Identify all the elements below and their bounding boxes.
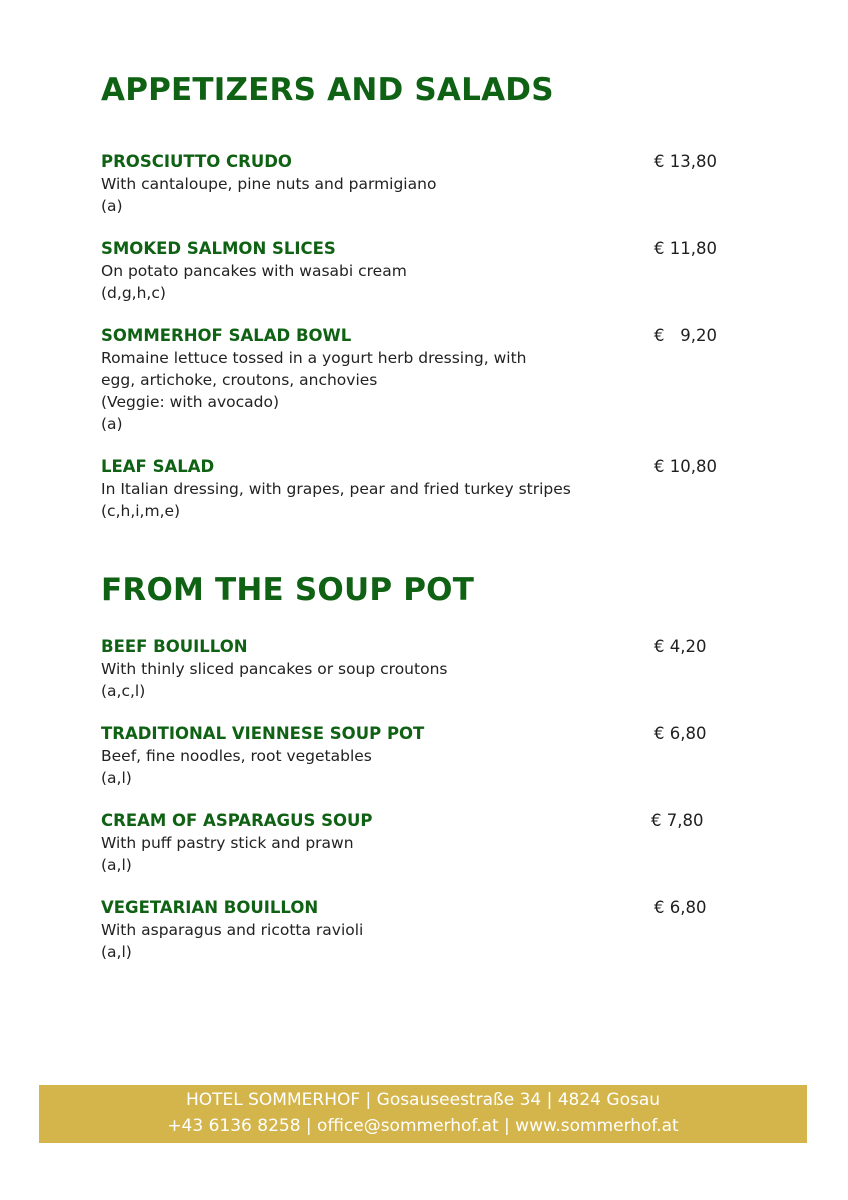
item-allergens: (a,l) bbox=[101, 943, 132, 961]
item-description: egg, artichoke, croutons, anchovies bbox=[101, 371, 378, 389]
item-veggie-note: (Veggie: with avocado) bbox=[101, 393, 280, 411]
menu-item-asparagus-soup bbox=[101, 810, 741, 876]
item-allergens: (a,l) bbox=[101, 769, 132, 787]
item-description: In Italian dressing, with grapes, pear and fried turkey stripes bbox=[101, 480, 571, 498]
item-price: € 7,80 bbox=[651, 811, 704, 830]
item-description: With puff pastry stick and prawn bbox=[101, 834, 354, 852]
item-allergens: (a,c,l) bbox=[101, 682, 146, 700]
item-allergens: (c,h,i,m,e) bbox=[101, 502, 181, 520]
footer-address: HOTEL SOMMERHOF | Gosauseestraße 34 | 4824 Gosau bbox=[185, 1090, 661, 1110]
menu-item-viennese-soup-pot bbox=[101, 723, 741, 789]
item-name: VEGETARIAN BOUILLON bbox=[101, 898, 319, 917]
item-allergens: (a,l) bbox=[101, 856, 132, 874]
menu-item-beef-bouillon bbox=[101, 636, 741, 702]
menu-item-leaf-salad bbox=[101, 456, 741, 522]
item-name: SMOKED SALMON SLICES bbox=[101, 239, 336, 258]
footer-contact: +43 6136 8258 | office@sommerhof.at | www.sommerhof.at bbox=[167, 1116, 679, 1136]
menu-item-salad-bowl bbox=[101, 325, 741, 435]
item-name: CREAM OF ASPARAGUS SOUP bbox=[101, 811, 373, 830]
menu-item-prosciutto bbox=[101, 151, 741, 217]
item-name: SOMMERHOF SALAD BOWL bbox=[101, 326, 352, 345]
item-name: LEAF SALAD bbox=[101, 457, 215, 476]
item-allergens: (a) bbox=[101, 415, 123, 433]
item-description: With cantaloupe, pine nuts and parmigiano bbox=[101, 175, 437, 193]
footer-contact-bar bbox=[39, 1085, 807, 1143]
item-name: TRADITIONAL VIENNESE SOUP POT bbox=[101, 724, 425, 743]
item-name: PROSCIUTTO CRUDO bbox=[101, 152, 292, 171]
item-description: On potato pancakes with wasabi cream bbox=[101, 262, 407, 280]
item-description: Romaine lettuce tossed in a yogurt herb dressing, with bbox=[101, 349, 527, 367]
item-description: Beef, fine noodles, root vegetables bbox=[101, 747, 372, 765]
menu-item-smoked-salmon bbox=[101, 238, 741, 304]
item-allergens: (a) bbox=[101, 197, 123, 215]
item-description: With thinly sliced pancakes or soup croutons bbox=[101, 660, 448, 678]
item-price: € 6,80 bbox=[654, 724, 707, 743]
item-allergens: (d,g,h,c) bbox=[101, 284, 166, 302]
item-name: BEEF BOUILLON bbox=[101, 637, 248, 656]
section-title-soup: FROM THE SOUP POT bbox=[101, 572, 475, 608]
item-description: With asparagus and ricotta ravioli bbox=[101, 921, 364, 939]
item-price: € 9,20 bbox=[654, 326, 717, 345]
item-price: € 13,80 bbox=[654, 152, 717, 171]
item-price: € 4,20 bbox=[654, 637, 707, 656]
item-price: € 10,80 bbox=[654, 457, 717, 476]
menu-item-vegetarian-bouillon bbox=[101, 897, 741, 963]
item-price: € 6,80 bbox=[654, 898, 707, 917]
item-price: € 11,80 bbox=[654, 239, 717, 258]
section-title-appetizers: APPETIZERS AND SALADS bbox=[101, 72, 554, 108]
